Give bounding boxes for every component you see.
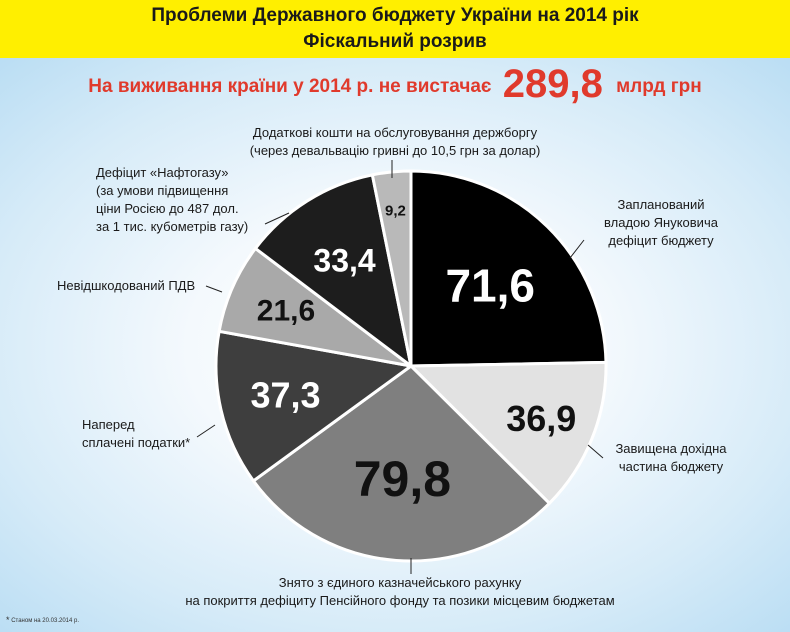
label-slice-5-line-0: Дефіцит «Нафтогазу» bbox=[96, 165, 229, 180]
leader-line-1 bbox=[588, 445, 603, 458]
label-slice-5-line-2: ціни Росією до 487 дол. bbox=[96, 201, 239, 216]
label-slice-2 bbox=[150, 574, 650, 610]
leader-line-0 bbox=[570, 240, 584, 258]
slice-value-label-3: 37,3 bbox=[250, 374, 321, 416]
slice-value-label-2: 79,8 bbox=[353, 450, 452, 507]
label-slice-2-line-0: Знято з єдиного казначейського рахунку bbox=[278, 575, 522, 590]
label-slice-5-line-3: за 1 тис. кубометрів газу) bbox=[96, 219, 249, 234]
headline-amount: 289,8 bbox=[502, 62, 603, 106]
label-slice-4-line-0: Невідшкодований ПДВ bbox=[57, 278, 196, 293]
chart-subtitle: Фіскальний розрив bbox=[303, 31, 487, 52]
headline-unit: млрд грн bbox=[616, 76, 702, 97]
headline-text: На виживання країни у 2014 р. не вистачає bbox=[88, 76, 492, 97]
label-slice-3-line-0: Наперед bbox=[82, 417, 135, 432]
slice-value-label-0: 71,6 bbox=[445, 259, 535, 312]
footnote-text: Станом на 20.03.2014 р. bbox=[11, 618, 79, 624]
label-slice-3-line-1: сплачені податки* bbox=[82, 435, 191, 450]
chart-title: Проблеми Державного бюджету України на 2014 рік bbox=[151, 5, 639, 26]
label-slice-6 bbox=[220, 124, 570, 160]
label-slice-5-line-1: (за умови підвищення bbox=[96, 183, 229, 198]
slice-value-label-1: 36,9 bbox=[506, 397, 577, 439]
label-slice-2-line-1: на покриття дефіциту Пенсійного фонду та позики місцевим бюджетам bbox=[185, 593, 615, 608]
label-slice-1-line-1: частина бюджету bbox=[618, 459, 724, 474]
label-slice-0-line-0: Запланований bbox=[617, 197, 705, 212]
label-slice-1 bbox=[606, 440, 736, 476]
label-slice-6-line-1: (через девальвацію гривні до 10,5 грн за долар) bbox=[249, 143, 541, 158]
label-slice-0-line-1: владою Януковича bbox=[604, 215, 718, 230]
slice-value-label-6: 9,2 bbox=[385, 202, 406, 220]
label-slice-1-line-0: Завищена дохідна bbox=[615, 441, 727, 456]
label-slice-4 bbox=[57, 277, 227, 295]
label-slice-0 bbox=[586, 196, 736, 250]
footnote bbox=[6, 615, 79, 625]
label-slice-5 bbox=[96, 164, 271, 236]
label-slice-0-line-2: дефіцит бюджету bbox=[608, 233, 714, 248]
slice-value-label-4: 21,6 bbox=[256, 294, 316, 328]
footnote-star: * bbox=[6, 615, 10, 625]
slice-value-label-5: 33,4 bbox=[313, 242, 376, 279]
label-slice-6-line-0: Додаткові кошти на обслуговування держборгу bbox=[252, 125, 538, 140]
label-slice-3 bbox=[82, 416, 222, 452]
